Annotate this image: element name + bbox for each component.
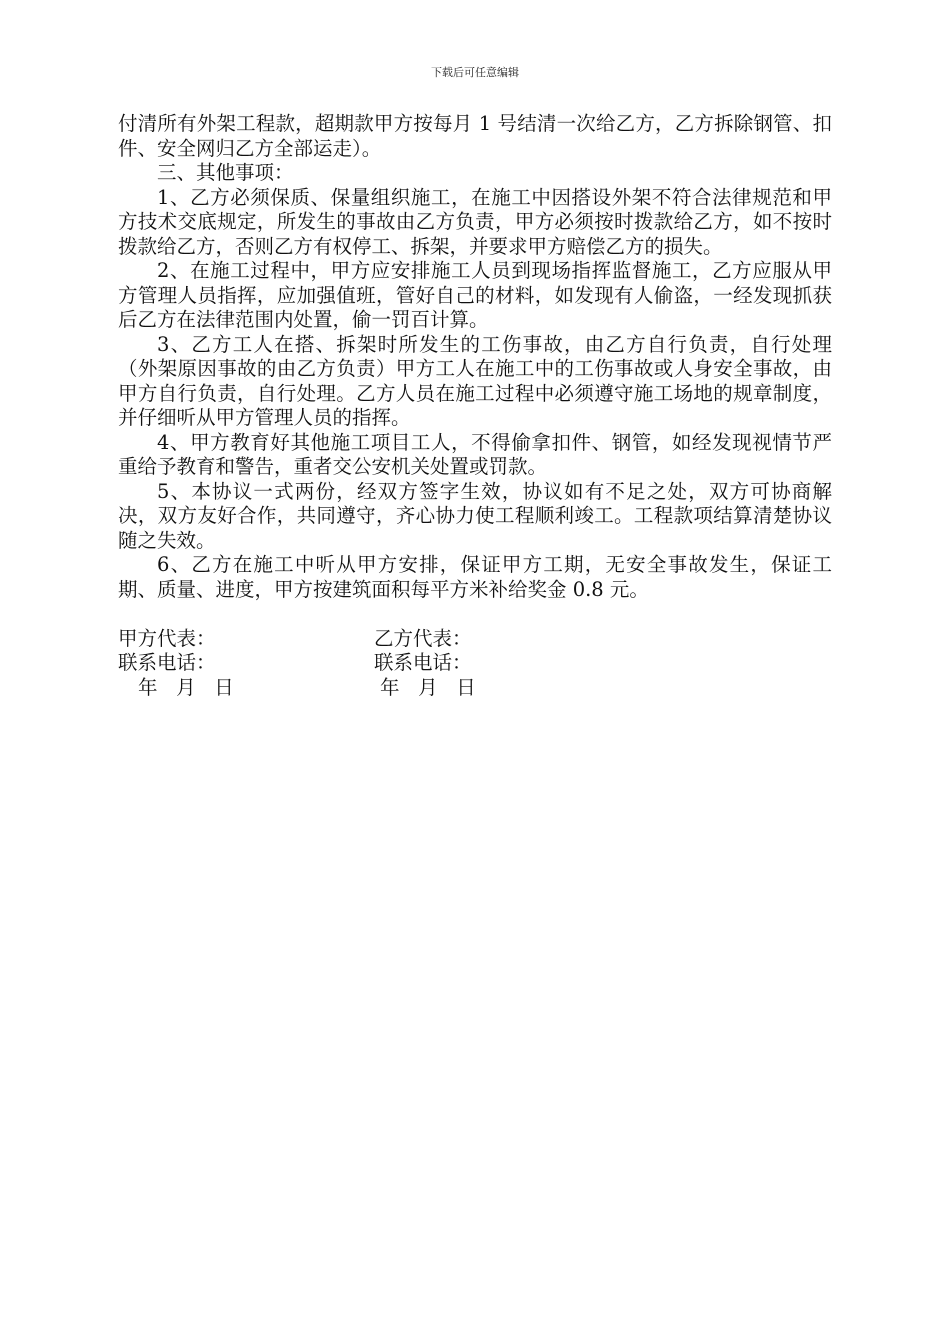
section-heading: 三、其他事项： (157, 161, 294, 184)
party-b-phone: 联系电话： (374, 651, 472, 674)
party-a-phone: 联系电话： (118, 651, 216, 674)
party-b-date: 年 月 日 (380, 675, 476, 699)
clause-3: 3、乙方工人在搭、拆架时所发生的工伤事故，由乙方自行负责，自行处理（外架原因事故的由乙方负责）甲方工人在施工中的工伤事故或人身安全事故，由甲方自行负责，自行处理。乙方人员在施工过程中必须遵守施工场地的规章制度，并仔细听从甲方管理人员的指挥。 (118, 332, 832, 429)
clause-1: 1、乙方必须保质、保量组织施工，在施工中因搭设外架不符合法律规范和甲方技术交底规定，所发生的事故由乙方负责，甲方必须按时拨款给乙方，如不按时拨款给乙方，否则乙方有权停工、拆架，并要求甲方赔偿乙方的损失。 (118, 185, 832, 258)
clause-6: 6、乙方在施工中听从甲方安排，保证甲方工期，无安全事故发生，保证工期、质量、进度，甲方按建筑面积每平方米补给奖金 0.8 元。 (118, 553, 832, 601)
spacer (118, 602, 832, 627)
page-header-note: 下载后可任意编辑 (431, 66, 519, 79)
signature-block (118, 627, 832, 701)
party-a-date: 年 月 日 (138, 675, 234, 699)
party-b-representative: 乙方代表： (374, 626, 472, 650)
party-a-representative: 甲方代表： (118, 626, 216, 650)
clause-2: 2、在施工过程中，甲方应安排施工人员到现场指挥监督施工，乙方应服从甲方管理人员指挥，应加强值班，管好自己的材料，如发现有人偷盗，一经发现抓获后乙方在法律范围内处置，偷一罚百计算。 (118, 259, 832, 331)
phone-row (118, 651, 832, 676)
representative-row (118, 627, 832, 652)
continuation-paragraph: 付清所有外架工程款，超期款甲方按每月 1 号结清一次给乙方，乙方拆除钢管、扣件、安全网归乙方全部运走）。 (118, 112, 832, 160)
date-row (118, 676, 832, 701)
clause-5: 5、本协议一式两份，经双方签字生效，协议如有不足之处，双方可协商解决，双方友好合作，共同遵守，齐心协力使工程顺利竣工。工程款项结算清楚协议随之失效。 (118, 479, 832, 552)
document-body (118, 112, 832, 700)
clause-4: 4、甲方教育好其他施工项目工人，不得偷拿扣件、钢管，如经发现视情节严重给予教育和警告，重者交公安机关处置或罚款。 (118, 430, 832, 478)
